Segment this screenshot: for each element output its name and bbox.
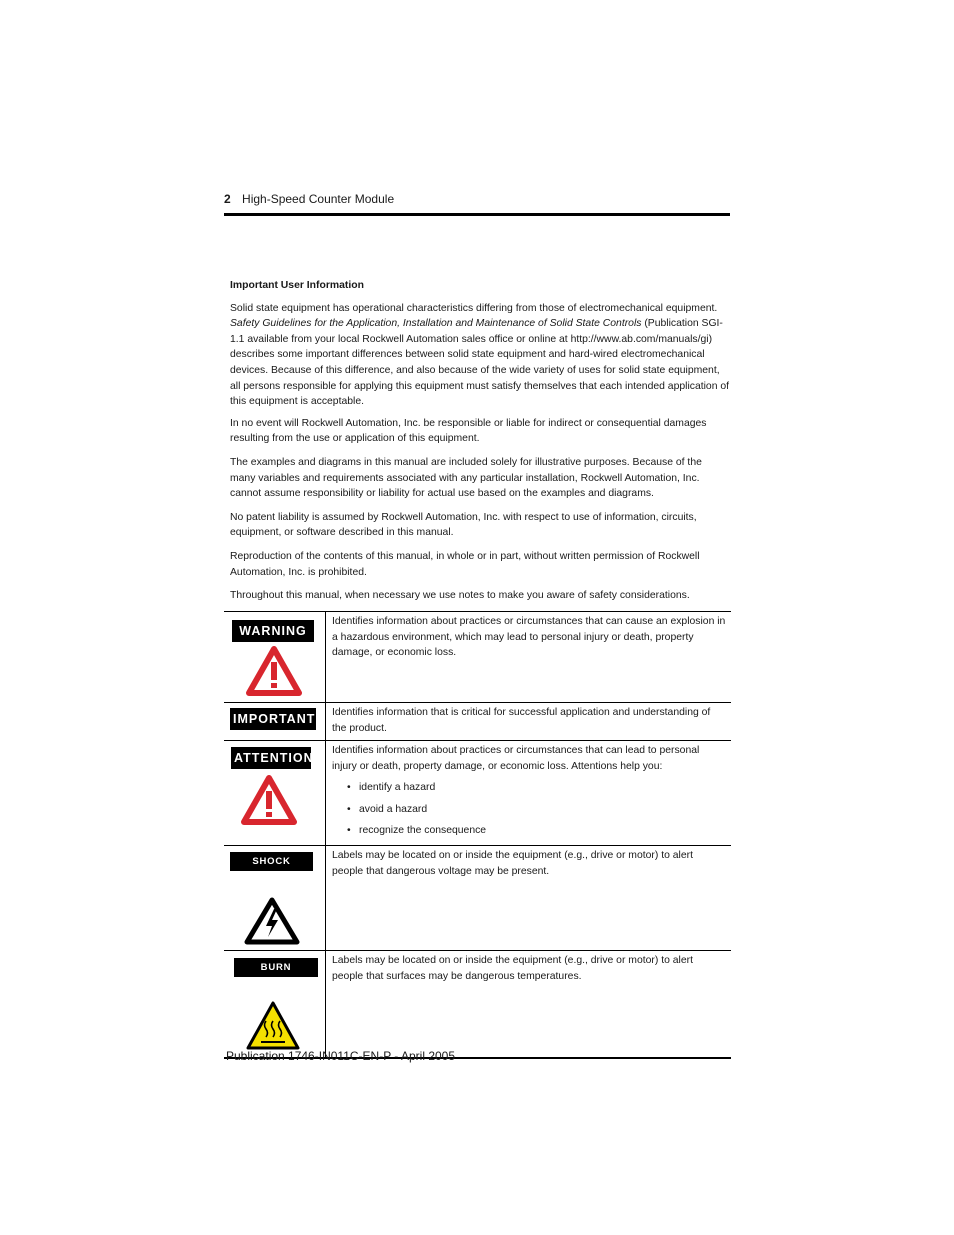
safety-notes-table bbox=[224, 611, 731, 1059]
document-title: High-Speed Counter Module bbox=[242, 192, 395, 206]
paragraph-text: (Publication SGI-1.1 available from your local Rockwell Automation sales office or online at http://www.ab.com/manuals/gi) describes some important differences between solid state equipment and hard-wired electromechanical devices. Because of this difference, and also because of the wide variety of uses for solid state equipment, all persons responsible for applying this equipment must satisfy themselves that each intended application of this equipment is acceptable. bbox=[230, 318, 730, 408]
paragraph-examples: The examples and diagrams in this manual are included solely for illustrative purposes. Because of the many variables and requirements associated with any particular installation, Rockwell Automation, Inc. cannot assume responsibility or liability for actual use based on the examples and diagrams. bbox=[230, 456, 702, 500]
burn-hazard-badge: BURN HAZARD bbox=[234, 958, 318, 977]
shock-label-cell bbox=[224, 846, 326, 951]
warning-description: Identifies information about practices or circumstances that can cause an explosion in a hazardous environment, which may lead to personal injury or death, property damage, or economic loss. bbox=[332, 616, 726, 658]
list-item: • recognize the consequence bbox=[347, 823, 727, 839]
header-divider bbox=[224, 213, 730, 216]
burn-label-cell bbox=[224, 951, 326, 1059]
page-header bbox=[224, 192, 730, 206]
page-number: 2 bbox=[224, 192, 231, 206]
shock-hazard-row bbox=[224, 846, 731, 951]
burn-hazard-description: Labels may be located on or inside the equipment (e.g., drive or motor) to alert people that surfaces may be dangerous temperatures. bbox=[332, 955, 693, 982]
list-item: • avoid a hazard bbox=[347, 802, 727, 818]
attention-label-cell bbox=[224, 741, 326, 846]
important-row bbox=[224, 703, 731, 741]
publication-footer: Publication 1746-IN011C-EN-P - April 2005 bbox=[226, 1049, 456, 1063]
paragraph-patent: No patent liability is assumed by Rockwell Automation, Inc. with respect to use of information, circuits, equipment, or software described in this manual. bbox=[230, 511, 697, 539]
list-item: • identify a hazard bbox=[347, 780, 727, 796]
shock-hazard-badge: SHOCK HAZARD bbox=[230, 852, 313, 871]
important-badge: IMPORTANT bbox=[230, 708, 316, 730]
warning-triangle-icon bbox=[224, 642, 325, 702]
shock-hazard-description: Labels may be located on or inside the equipment (e.g., drive or motor) to alert people that dangerous voltage may be present. bbox=[332, 850, 693, 877]
attention-row bbox=[224, 741, 731, 846]
burn-hazard-row bbox=[224, 951, 731, 1059]
paragraph-text: Solid state equipment has operational characteristics differing from those of electromechanical equipment. bbox=[230, 302, 718, 314]
safety-guidelines-title: Safety Guidelines for the Application, Installation and Maintenance of Solid State Controls bbox=[230, 318, 642, 330]
paragraph-reproduction: Reproduction of the contents of this manual, in whole or in part, without written permission of Rockwell Automation, Inc. is prohibited. bbox=[230, 550, 700, 578]
attention-triangle-icon bbox=[224, 769, 325, 831]
attention-bullet-list bbox=[332, 780, 727, 839]
attention-badge: ATTENTION bbox=[231, 747, 311, 769]
attention-content bbox=[326, 741, 732, 846]
attention-description: Identifies information about practices or circumstances that can lead to personal injury or death, property damage, or economic loss. Attentions help you: bbox=[332, 745, 700, 772]
burn-hazard-icon bbox=[224, 995, 325, 1058]
paragraph-safety-notes: Throughout this manual, when necessary we use notes to make you aware of safety considerations. bbox=[230, 590, 690, 602]
paragraph-solid-state bbox=[230, 301, 730, 410]
section-title: Important User Information bbox=[230, 280, 364, 291]
main-content bbox=[230, 278, 730, 612]
warning-row bbox=[224, 612, 731, 703]
important-label-cell bbox=[224, 703, 326, 741]
warning-label-cell bbox=[224, 612, 326, 703]
shock-hazard-icon bbox=[224, 889, 325, 951]
warning-badge: WARNING bbox=[232, 620, 314, 642]
important-description: Identifies information that is critical for successful application and understanding of the product. bbox=[332, 707, 711, 734]
paragraph-liability: In no event will Rockwell Automation, Inc. be responsible or liable for indirect or consequential damages resulting from the use or application of this equipment. bbox=[230, 417, 707, 445]
